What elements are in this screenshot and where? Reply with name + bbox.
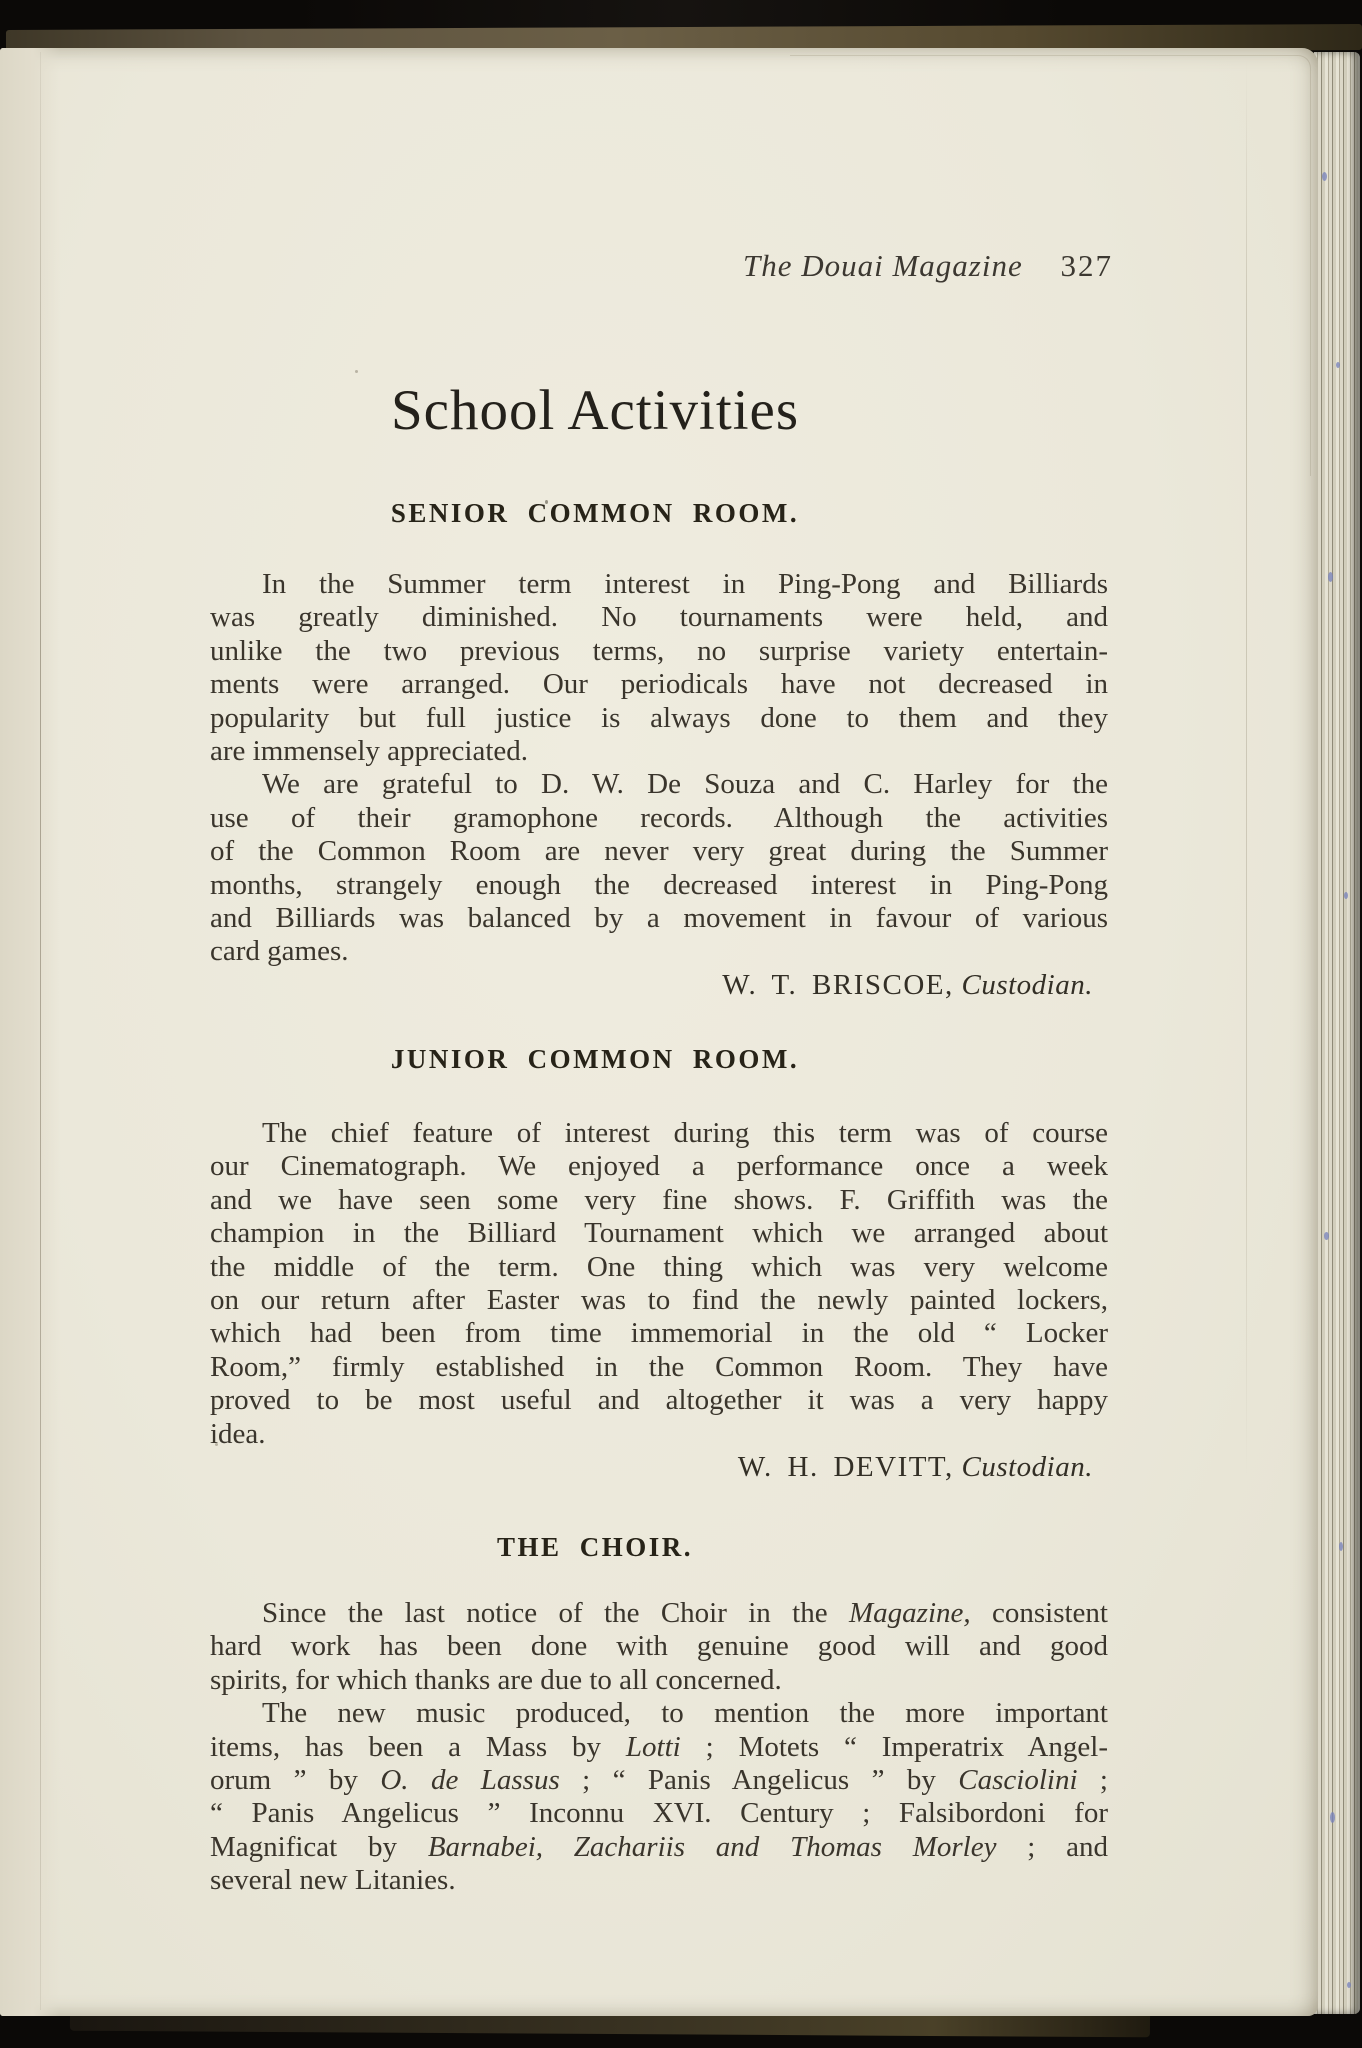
paper-fleck bbox=[355, 370, 358, 373]
paragraph bbox=[210, 768, 1108, 968]
text-line bbox=[210, 1697, 1108, 1730]
text-segment: use of their gramophone records. Although the activities bbox=[210, 801, 1108, 834]
text-segment: which had been from time immemorial in the old “ Locker bbox=[210, 1317, 1108, 1350]
text-segment: Magnificat by bbox=[210, 1830, 428, 1863]
italic-text: Barnabei, Zachariis and Thomas Morley bbox=[427, 1830, 997, 1863]
text-line bbox=[210, 1664, 1108, 1697]
ink-speckle bbox=[1330, 1812, 1335, 1823]
text-segment: are immensely appreciated. bbox=[210, 735, 529, 768]
text-line bbox=[210, 668, 1108, 701]
signature-name: W. T. BRISCOE, bbox=[722, 968, 954, 1001]
text-segment: was greatly diminished. No tournaments were held, and bbox=[210, 601, 1108, 634]
text-line bbox=[210, 902, 1108, 935]
article-title: School Activities bbox=[390, 379, 800, 442]
text-segment: ; bbox=[1077, 1764, 1108, 1797]
section-body bbox=[210, 1597, 1108, 1898]
text-line bbox=[210, 1418, 1108, 1451]
ink-speckle bbox=[1339, 1542, 1343, 1551]
signature-role: Custodian. bbox=[953, 968, 1093, 1001]
paragraph bbox=[210, 1597, 1108, 1697]
text-segment: The new music produced, to mention the more important bbox=[262, 1697, 1108, 1730]
page-gutter bbox=[0, 48, 60, 2016]
text-segment: our Cinematograph. We enjoyed a performance once a week bbox=[210, 1150, 1108, 1183]
text-line bbox=[210, 1351, 1108, 1384]
paragraph bbox=[210, 1117, 1108, 1451]
text-segment: idea. bbox=[210, 1417, 266, 1450]
ink-speckle bbox=[1344, 892, 1348, 899]
page-crease bbox=[1246, 58, 1247, 1478]
text-segment: several new Litanies. bbox=[210, 1864, 456, 1897]
text-segment: and we have seen some very fine shows. F. Griffith was the bbox=[210, 1183, 1108, 1216]
text-line bbox=[210, 635, 1108, 668]
paragraph bbox=[210, 1697, 1108, 1897]
ink-speckle bbox=[1347, 1982, 1351, 1988]
ink-speckle bbox=[1328, 572, 1333, 582]
text-line bbox=[210, 1184, 1108, 1217]
text-segment: on our return after Easter was to find the newly painted lockers, bbox=[210, 1284, 1108, 1317]
running-header bbox=[210, 248, 1113, 284]
text-segment: consistent bbox=[970, 1597, 1108, 1629]
section-heading: THE CHOIR. bbox=[496, 1532, 694, 1562]
text-segment: months, strangely enough the decreased interest in Ping-Pong bbox=[210, 868, 1108, 901]
book-page bbox=[0, 48, 1318, 2016]
paragraph bbox=[210, 568, 1108, 768]
text-line bbox=[210, 1217, 1108, 1250]
book-fore-edge-pages bbox=[1314, 52, 1360, 2014]
text-segment: ; and bbox=[996, 1830, 1109, 1863]
text-line bbox=[210, 1284, 1108, 1317]
text-line bbox=[210, 768, 1108, 801]
ink-speckle bbox=[1322, 172, 1327, 181]
text-line bbox=[210, 568, 1108, 601]
text-line bbox=[210, 1797, 1108, 1830]
text-line bbox=[210, 735, 1108, 768]
text-segment: ; Motets “ Imperatrix Angel- bbox=[680, 1730, 1108, 1763]
ink-speckle bbox=[1336, 362, 1340, 368]
text-line bbox=[210, 601, 1108, 634]
text-line bbox=[210, 702, 1108, 735]
text-segment: The chief feature of interest during this term was of course bbox=[262, 1117, 1108, 1149]
text-segment: items, has been a Mass by bbox=[210, 1730, 626, 1763]
text-line bbox=[210, 1117, 1108, 1150]
text-segment: card games. bbox=[210, 935, 349, 968]
text-segment: champion in the Billiard Tournament which we arranged about bbox=[210, 1217, 1108, 1250]
page-number: 327 bbox=[1060, 248, 1113, 283]
signature bbox=[210, 1451, 1108, 1484]
italic-text: Lotti bbox=[625, 1730, 681, 1763]
signature-name: W. H. DEVITT, bbox=[737, 1451, 954, 1484]
signature bbox=[210, 969, 1108, 1002]
italic-text: Magazine, bbox=[849, 1597, 971, 1629]
text-line bbox=[210, 869, 1108, 902]
italic-text: O. de Lassus bbox=[380, 1764, 560, 1797]
ink-speckle bbox=[1324, 1232, 1329, 1240]
text-line bbox=[210, 1597, 1108, 1630]
text-segment: “ Panis Angelicus ” Inconnu XVI. Century ; Falsibordoni for bbox=[210, 1797, 1108, 1830]
text-line bbox=[210, 1630, 1108, 1663]
text-segment: We are grateful to D. W. De Souza and C. Harley for the bbox=[262, 768, 1108, 801]
text-segment: the middle of the term. One thing which was very welcome bbox=[210, 1250, 1108, 1283]
section-body bbox=[210, 568, 1108, 1002]
text-line bbox=[210, 1731, 1108, 1764]
section-heading: JUNIOR COMMON ROOM. bbox=[390, 1044, 800, 1074]
text-line bbox=[210, 1251, 1108, 1284]
text-segment: of the Common Room are never very great during the Summer bbox=[210, 835, 1108, 868]
text-segment: orum ” by bbox=[210, 1764, 381, 1797]
text-segment: proved to be most useful and altogether it was a very happy bbox=[210, 1384, 1108, 1417]
text-line bbox=[210, 1864, 1108, 1897]
journal-title: The Douai Magazine bbox=[742, 248, 1023, 283]
text-segment: ; “ Panis Angelicus ” by bbox=[559, 1764, 959, 1797]
text-segment: Room,” firmly established in the Common Room. They have bbox=[210, 1350, 1108, 1383]
text-segment: unlike the two previous terms, no surprise variety entertain- bbox=[210, 634, 1108, 667]
text-line bbox=[210, 1317, 1108, 1350]
text-segment: In the Summer term interest in Ping-Pong and Billiards bbox=[262, 568, 1108, 600]
section-heading: SENIOR COMMON ROOM. bbox=[390, 498, 800, 528]
text-segment: and Billiards was balanced by a movement in favour of various bbox=[210, 902, 1108, 935]
text-segment: Since the last notice of the Choir in the bbox=[262, 1597, 849, 1629]
text-line bbox=[210, 1764, 1108, 1797]
section-body bbox=[210, 1117, 1108, 1484]
text-line bbox=[210, 835, 1108, 868]
text-segment: ments were arranged. Our periodicals have not decreased in bbox=[210, 668, 1108, 701]
gutter-crease bbox=[40, 52, 41, 2010]
text-line bbox=[210, 1150, 1108, 1183]
text-line bbox=[210, 1384, 1108, 1417]
text-segment: spirits, for which thanks are due to all concerned. bbox=[210, 1663, 782, 1696]
text-line bbox=[210, 935, 1108, 968]
text-line bbox=[210, 802, 1108, 835]
text-segment: hard work has been done with genuine good will and good bbox=[210, 1630, 1108, 1663]
text-line bbox=[210, 1831, 1108, 1864]
text-segment: popularity but full justice is always done to them and they bbox=[210, 701, 1108, 734]
signature-role: Custodian. bbox=[953, 1451, 1093, 1484]
italic-text: Casciolini bbox=[958, 1764, 1078, 1797]
